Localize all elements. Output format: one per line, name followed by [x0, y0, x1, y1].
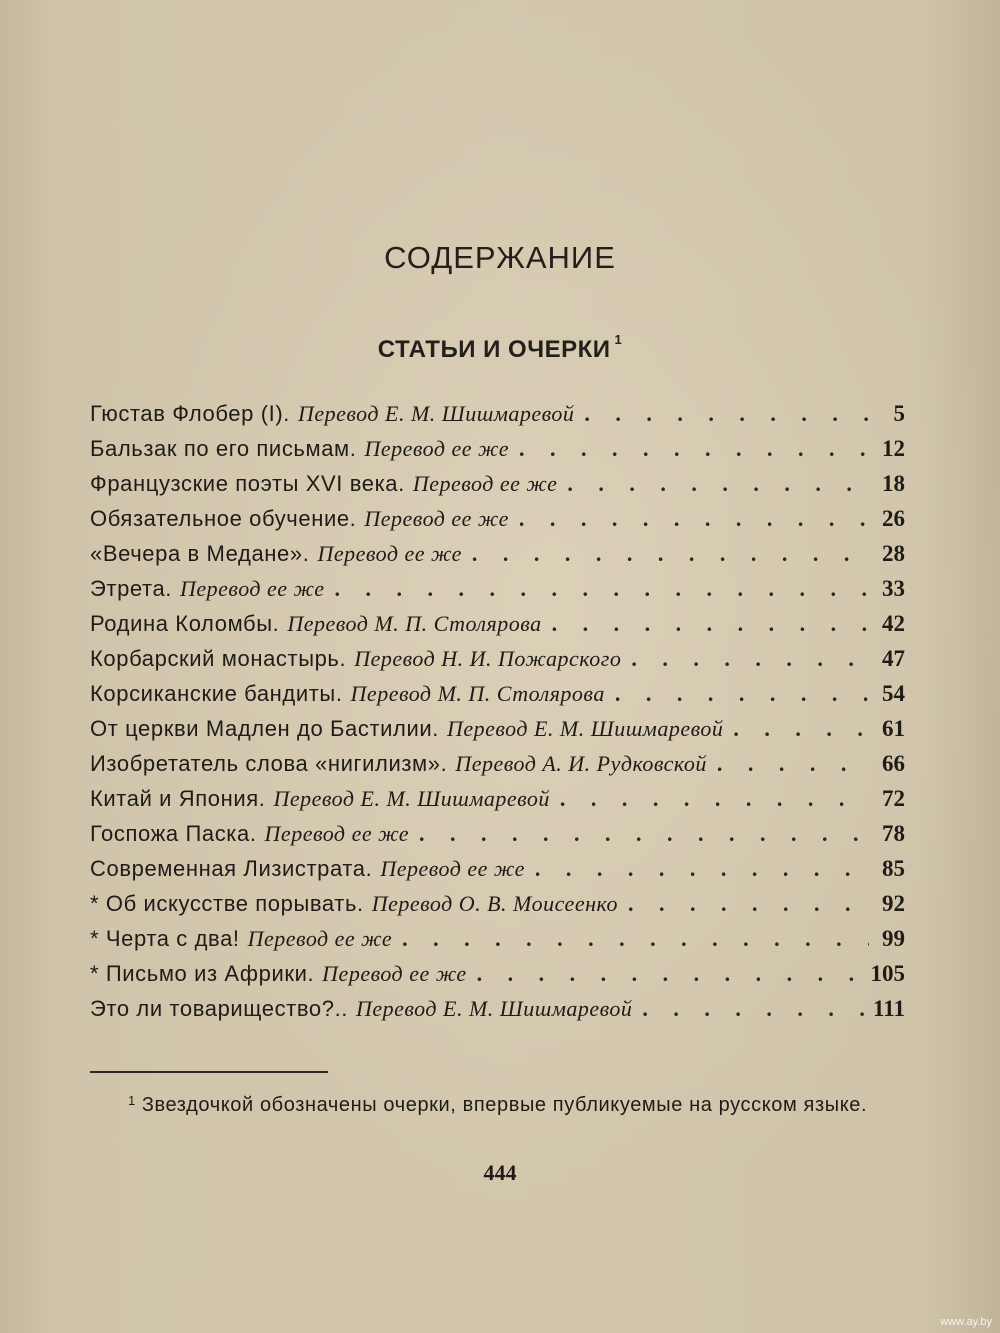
- dot-leader: [584, 401, 869, 427]
- entry-page: 26: [882, 506, 905, 531]
- dot-leader: [631, 646, 869, 672]
- entry-title: Изобретатель слова «нигилизм».: [90, 751, 448, 776]
- entry-translator: Перевод ее же: [264, 821, 410, 846]
- dot-leader: [717, 751, 869, 777]
- entry-title: Это ли товарищество?..: [90, 996, 348, 1021]
- entry-page: 18: [882, 471, 905, 496]
- entry-title: * Письмо из Африки.: [90, 961, 315, 986]
- dot-leader: [472, 541, 869, 567]
- dot-leader: [615, 681, 869, 707]
- entry-page: 85: [882, 856, 905, 881]
- toc-entry: [90, 506, 905, 541]
- entry-page: 78: [882, 821, 905, 846]
- footnote-text: Звездочкой обозначены очерки, впервые публикуемые на русском языке.: [141, 1094, 868, 1116]
- entry-title: * Об искусстве порывать.: [90, 891, 364, 916]
- dot-leader: [642, 996, 867, 1022]
- entry-translator: Перевод ее же: [364, 506, 509, 531]
- entry-translator: Перевод ее же: [322, 961, 467, 986]
- entry-translator: Перевод М. П. Столярова: [287, 611, 542, 636]
- dot-leader: [535, 856, 869, 882]
- dot-leader: [519, 506, 869, 532]
- toc-entry: [90, 786, 905, 821]
- entry-title: Французские поэты XVI века.: [90, 471, 405, 496]
- toc-entry: [90, 541, 905, 576]
- entry-translator: Перевод Е. М. Шишмаревой: [356, 996, 633, 1021]
- entry-translator: Перевод А. И. Рудковской: [455, 751, 707, 776]
- footnote-mark: 1: [128, 1093, 136, 1108]
- section-footnote-mark: 1: [614, 332, 623, 347]
- entry-page: 42: [882, 611, 905, 636]
- entry-translator: Перевод ее же: [380, 856, 525, 881]
- entry-title: Родина Коломбы.: [90, 611, 280, 636]
- toc-entry: [90, 716, 905, 751]
- entry-title: Этрета.: [90, 576, 173, 601]
- dot-leader: [560, 786, 869, 812]
- page-title: СОДЕРЖАНИЕ: [384, 240, 616, 275]
- entry-title: Корсиканские бандиты.: [90, 681, 343, 706]
- toc-entry: [90, 401, 905, 436]
- page-number: 444: [483, 1160, 517, 1185]
- entry-page: 99: [882, 926, 905, 951]
- entry-title: Обязательное обучение.: [90, 506, 357, 531]
- toc-entry: [90, 576, 905, 611]
- dot-leader: [567, 471, 869, 497]
- entry-page: 111: [873, 996, 905, 1021]
- entry-title: «Вечера в Медане».: [90, 541, 310, 566]
- dot-leader: [477, 961, 865, 987]
- entry-page: 47: [882, 646, 905, 671]
- entry-translator: Перевод М. П. Столярова: [350, 681, 605, 706]
- dot-leader: [402, 926, 869, 952]
- toc-entry: [90, 681, 905, 716]
- entry-translator: Перевод ее же: [180, 576, 325, 601]
- toc-entry: [90, 996, 905, 1031]
- section-heading: [0, 332, 1000, 364]
- entry-page: 92: [882, 891, 905, 916]
- entry-translator: Перевод Е. М. Шишмаревой: [297, 401, 575, 426]
- entry-page: 12: [882, 436, 905, 461]
- toc-entry: [90, 926, 905, 961]
- entry-page: 33: [882, 576, 905, 601]
- entry-translator: Перевод Е. М. Шишмаревой: [273, 786, 550, 811]
- dot-leader: [628, 891, 869, 917]
- toc-entry: [90, 891, 905, 926]
- entry-title: Современная Лизистрата.: [90, 856, 373, 881]
- toc-entry: [90, 471, 905, 506]
- entry-title: От церкви Мадлен до Бастилии.: [90, 716, 439, 741]
- toc-entry: [90, 646, 905, 681]
- entry-translator: Перевод ее же: [317, 541, 462, 566]
- entry-page: 105: [870, 961, 905, 986]
- dot-leader: [519, 436, 869, 462]
- toc-entry: [90, 856, 905, 891]
- entry-title: Гюстав Флобер (I).: [90, 401, 290, 426]
- entry-page: 28: [882, 541, 905, 566]
- entry-translator: Перевод Н. И. Пожарского: [354, 646, 622, 671]
- entry-title: * Черта с два!: [90, 926, 240, 951]
- watermark: www.ay.by: [940, 1316, 992, 1328]
- toc-entry: [90, 821, 905, 856]
- footnote-divider: [90, 1071, 328, 1073]
- dot-leader: [419, 821, 869, 847]
- entry-title: Бальзак по его письмам.: [90, 436, 357, 461]
- footnote: [90, 1088, 905, 1124]
- toc-entry: [90, 436, 905, 471]
- entry-page: 72: [882, 786, 905, 811]
- entry-page: 61: [882, 716, 905, 741]
- entry-page: 66: [882, 751, 905, 776]
- entry-page: 54: [882, 681, 905, 706]
- entry-translator: Перевод ее же: [364, 436, 509, 461]
- dot-leader: [733, 716, 869, 742]
- entry-translator: Перевод ее же: [412, 471, 558, 496]
- dot-leader: [552, 611, 869, 637]
- toc-entry: [90, 751, 905, 786]
- entry-title: Корбарский монастырь.: [90, 646, 347, 671]
- section-title: СТАТЬИ И ОЧЕРКИ: [377, 336, 611, 363]
- entry-page: 5: [893, 401, 905, 426]
- entry-translator: Перевод Е. М. Шишмаревой: [446, 716, 724, 741]
- table-of-contents: [90, 401, 905, 1031]
- toc-entry: [90, 611, 905, 646]
- entry-translator: Перевод ее же: [247, 926, 393, 951]
- entry-title: Госпожа Паска.: [90, 821, 257, 846]
- entry-title: Китай и Япония.: [90, 786, 266, 811]
- dot-leader: [335, 576, 870, 602]
- entry-translator: Перевод О. В. Моисеенко: [371, 891, 618, 916]
- toc-entry: [90, 961, 905, 996]
